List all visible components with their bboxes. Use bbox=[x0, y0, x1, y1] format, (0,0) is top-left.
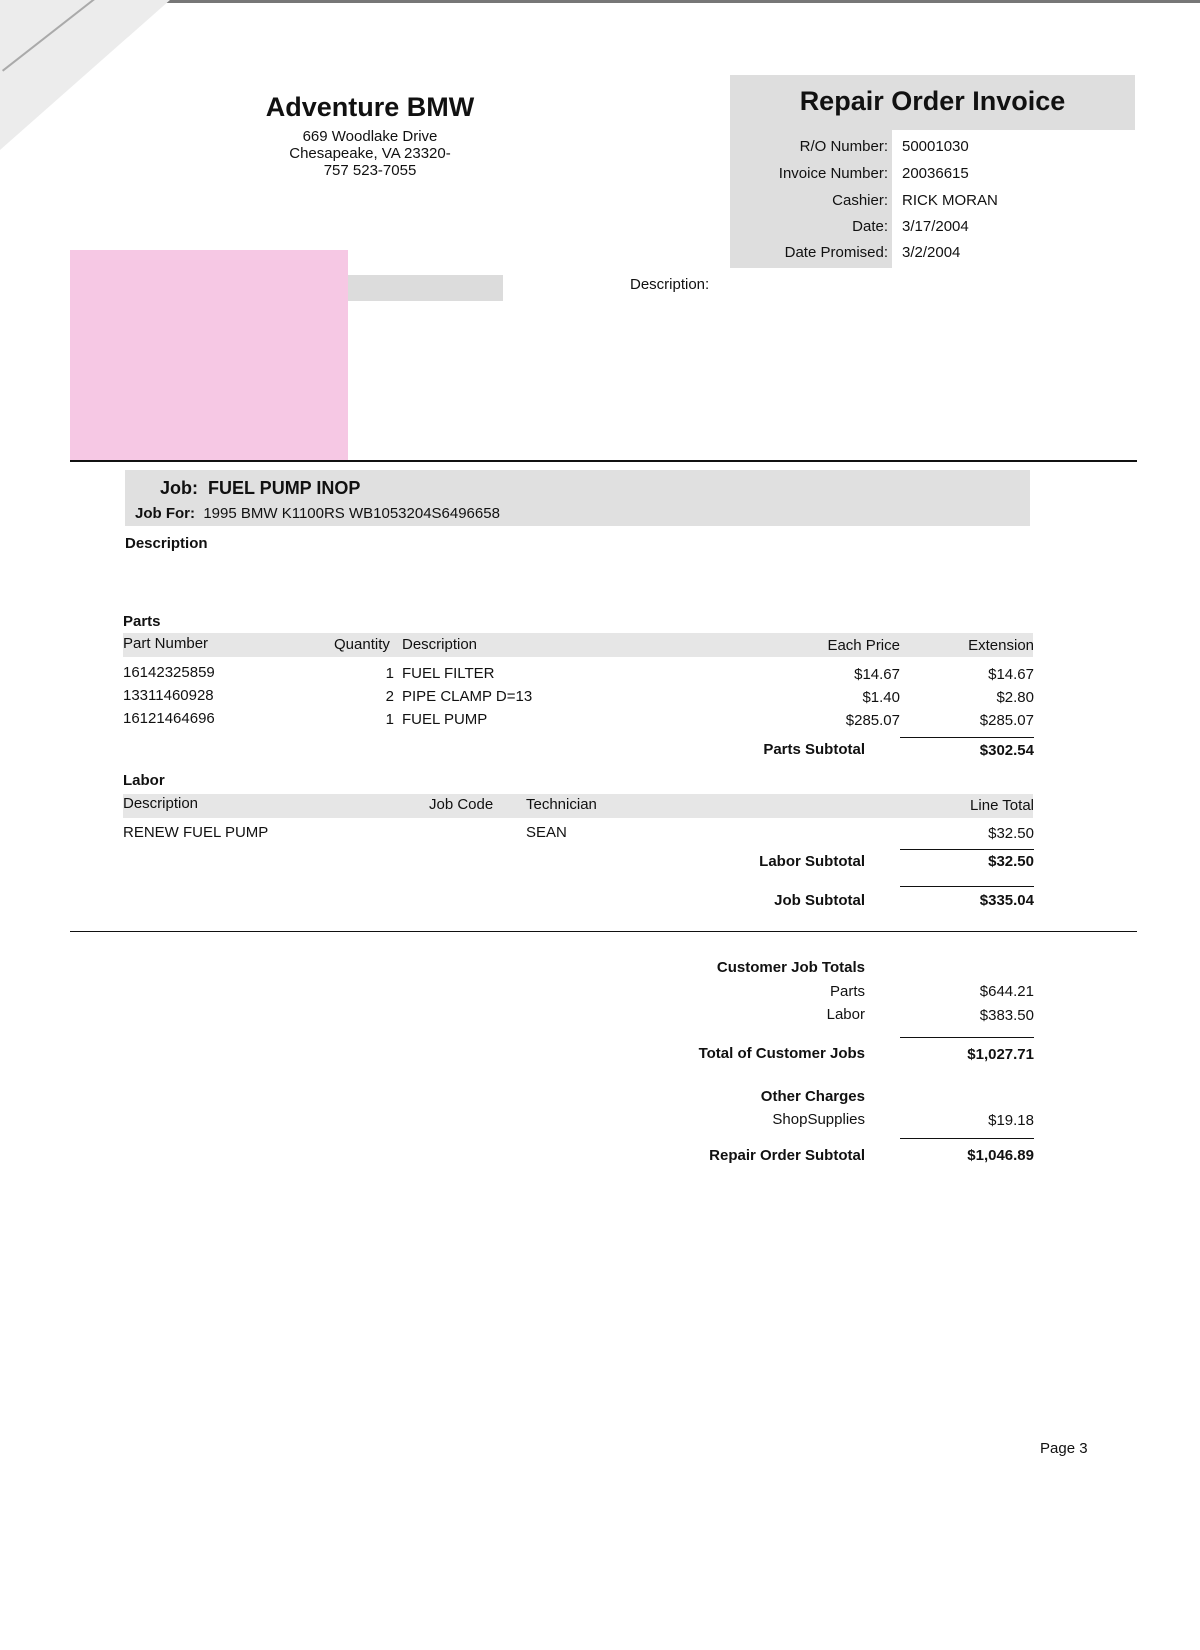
part-extension: $2.80 bbox=[996, 689, 1034, 706]
date-promised-value: 3/2/2004 bbox=[902, 244, 961, 261]
parts-subtotal-rule bbox=[900, 737, 1034, 738]
labor-technician: SEAN bbox=[526, 824, 567, 841]
date-promised-label: Date Promised: bbox=[784, 244, 888, 261]
total-customer-jobs-label: Total of Customer Jobs bbox=[698, 1045, 865, 1062]
totals-labor-label: Labor bbox=[826, 1006, 865, 1023]
part-number: 16121464696 bbox=[123, 710, 215, 727]
part-number: 16142325859 bbox=[123, 664, 215, 681]
part-extension: $285.07 bbox=[979, 712, 1034, 729]
section-divider bbox=[70, 460, 1137, 462]
job-for-label: Job For: bbox=[135, 505, 195, 522]
repair-order-subtotal-value: $1,046.89 bbox=[967, 1147, 1034, 1164]
dealer-city: Chesapeake, VA 23320- bbox=[289, 145, 451, 162]
job-for-value: 1995 BMW K1100RS WB1053204S6496658 bbox=[203, 505, 500, 522]
part-each-price: $14.67 bbox=[854, 666, 900, 683]
labor-heading: Labor bbox=[123, 772, 165, 789]
ro-subtotal-rule bbox=[900, 1138, 1034, 1139]
job-title-value: FUEL PUMP INOP bbox=[208, 478, 361, 498]
shop-supplies-label: ShopSupplies bbox=[772, 1111, 865, 1128]
totals-parts-value: $644.21 bbox=[979, 983, 1034, 1000]
part-extension: $14.67 bbox=[988, 666, 1034, 683]
job-title bbox=[160, 478, 360, 499]
part-each-price: $285.07 bbox=[845, 712, 900, 729]
part-description: FUEL PUMP bbox=[402, 711, 488, 728]
redacted-field bbox=[348, 275, 503, 301]
col-part-number: Part Number bbox=[123, 635, 209, 652]
totals-parts-label: Parts bbox=[829, 983, 865, 1000]
part-description: FUEL FILTER bbox=[402, 665, 495, 682]
total-customer-jobs-value: $1,027.71 bbox=[967, 1046, 1034, 1063]
part-quantity: 1 bbox=[385, 665, 394, 682]
job-subtotal-label: Job Subtotal bbox=[774, 892, 865, 909]
dealer-street: 669 Woodlake Drive bbox=[302, 128, 438, 145]
job-for bbox=[135, 505, 500, 522]
labor-subtotal-rule bbox=[900, 849, 1034, 850]
ro-number-label: R/O Number: bbox=[799, 138, 888, 155]
parts-subtotal-label: Parts Subtotal bbox=[763, 741, 865, 758]
totals-divider bbox=[70, 931, 1137, 932]
labor-subtotal-label: Labor Subtotal bbox=[759, 853, 865, 870]
totals-labor-value: $383.50 bbox=[979, 1007, 1034, 1024]
cashier-value: RICK MORAN bbox=[902, 192, 998, 209]
job-title-label: Job: bbox=[160, 478, 198, 498]
date-label: Date: bbox=[852, 218, 888, 235]
ro-number-value: 50001030 bbox=[902, 138, 969, 155]
part-quantity: 2 bbox=[385, 688, 394, 705]
parts-heading: Parts bbox=[123, 613, 161, 630]
part-quantity: 1 bbox=[385, 711, 394, 728]
dealer-name: Adventure BMW bbox=[265, 92, 475, 122]
part-number: 13311460928 bbox=[123, 687, 214, 704]
scan-edge bbox=[0, 0, 1200, 3]
shop-supplies-value: $19.18 bbox=[988, 1112, 1034, 1129]
labor-line-total: $32.50 bbox=[988, 825, 1034, 842]
part-each-price: $1.40 bbox=[862, 689, 900, 706]
repair-order-subtotal-label: Repair Order Subtotal bbox=[709, 1147, 865, 1164]
customer-total-rule bbox=[900, 1037, 1034, 1038]
col-extension: Extension bbox=[968, 637, 1034, 654]
labor-subtotal-value: $32.50 bbox=[988, 853, 1034, 870]
invoice-number-value: 20036615 bbox=[902, 165, 969, 182]
dealer-phone: 757 523-7055 bbox=[323, 162, 417, 179]
col-job-code: Job Code bbox=[429, 796, 494, 813]
col-line-total: Line Total bbox=[970, 797, 1034, 814]
job-subtotal-rule bbox=[900, 886, 1034, 887]
folded-corner bbox=[0, 0, 170, 150]
labor-description: RENEW FUEL PUMP bbox=[123, 824, 269, 841]
col-quantity: Quantity bbox=[334, 636, 390, 653]
col-description: Description bbox=[402, 636, 478, 653]
invoice-number-label: Invoice Number: bbox=[778, 165, 888, 182]
redacted-customer-address bbox=[70, 250, 348, 460]
job-subtotal-value: $335.04 bbox=[979, 892, 1034, 909]
date-value: 3/17/2004 bbox=[902, 218, 969, 235]
col-technician: Technician bbox=[526, 796, 597, 813]
parts-subtotal-value: $302.54 bbox=[979, 742, 1034, 759]
page-number: Page 3 bbox=[1040, 1440, 1088, 1457]
cashier-label: Cashier: bbox=[832, 192, 888, 209]
invoice-title: Repair Order Invoice bbox=[799, 86, 1066, 116]
description-label: Description: bbox=[630, 276, 710, 293]
part-description: PIPE CLAMP D=13 bbox=[402, 688, 533, 705]
job-description-label: Description bbox=[125, 535, 208, 552]
customer-job-totals-heading: Customer Job Totals bbox=[716, 959, 865, 976]
other-charges-heading: Other Charges bbox=[760, 1088, 865, 1105]
col-labor-description: Description bbox=[123, 795, 199, 812]
col-each-price: Each Price bbox=[827, 637, 900, 654]
